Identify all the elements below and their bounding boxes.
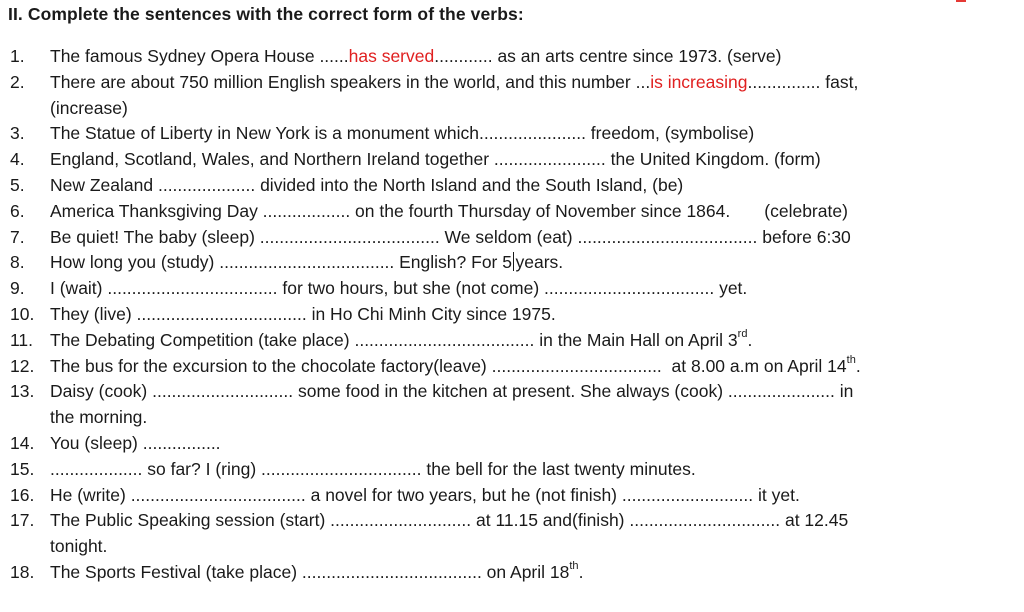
sentence: England, Scotland, Wales, and Northern Ireland together ....................... the United Kingdom. (form): [50, 149, 821, 170]
sentence: New Zealand .................... divided into the North Island and the South Island, (be): [50, 174, 684, 195]
sentence: He (write) .................................... a novel for two years, but he (not finish) ........................... it yet.: [50, 484, 800, 505]
ordinal-suffix: rd: [737, 327, 748, 340]
list-item: [0, 173, 1024, 199]
sentence: The Public Speaking session (start) ............................. at 11.15 and(finish) ............................... at 12.45: [50, 510, 849, 531]
list-item: [0, 457, 1024, 483]
list-item: [0, 431, 1024, 457]
sentence-continuation: the morning.: [50, 407, 148, 428]
sentence-continuation: tonight.: [50, 536, 108, 557]
answer-text: is increasing: [650, 71, 748, 92]
list-item: [0, 225, 1024, 251]
sentence: Daisy (cook) ............................. some food in the kitchen at present. She always (cook) ...................... in: [50, 381, 854, 402]
list-item: [0, 44, 1024, 70]
answer-text: has served: [348, 46, 435, 66]
item-number: 15.: [10, 458, 35, 479]
sentence: America Thanksgiving Day .................. on the fourth Thursday of November since 1864. (celebrate): [50, 200, 848, 221]
list-item: [0, 354, 1024, 380]
list-item: [0, 250, 1024, 276]
list-item: [0, 70, 1024, 122]
list-item: [0, 121, 1024, 147]
item-number: 17.: [10, 510, 35, 531]
list-item: [0, 379, 1024, 431]
sentence: The famous Sydney Opera House ......has served............ as an arts centre since 1973. (serve): [50, 46, 782, 66]
item-number: 10.: [10, 303, 35, 324]
item-number: 14.: [10, 432, 35, 453]
list-item: [0, 328, 1024, 354]
item-number: 3.: [10, 123, 25, 144]
sentence: ................... so far? I (ring) ................................. the bell for the last twenty minutes.: [50, 458, 696, 479]
list-item: [0, 147, 1024, 173]
item-number: 16.: [10, 484, 35, 505]
item-number: 12.: [10, 355, 35, 376]
ordinal-suffix: th: [846, 353, 856, 366]
sentence: The Debating Competition (take place) ..................................... in the Main Hall on April 3rd.: [50, 327, 753, 350]
sentence: You (sleep) ................: [50, 432, 221, 453]
sentence: They (live) ................................... in Ho Chi Minh City since 1975.: [50, 303, 556, 324]
sentence: How long you (study) .................................... English? For 5 years.: [50, 252, 564, 273]
item-number: 7.: [10, 226, 25, 247]
list-item: [0, 199, 1024, 225]
list-item: [0, 483, 1024, 509]
list-item: [0, 302, 1024, 328]
ordinal-suffix: th: [569, 560, 579, 573]
item-number: 2.: [10, 71, 25, 92]
item-number: 18.: [10, 561, 35, 582]
sentence: The Sports Festival (take place) ..................................... on April 18th.: [50, 560, 584, 582]
list-item: [0, 508, 1024, 560]
item-number: 8.: [10, 252, 25, 273]
sentence-continuation: (increase): [50, 97, 128, 118]
item-number: 9.: [10, 278, 25, 299]
sentence: I (wait) ................................... for two hours, but she (not come) ................................... yet.: [50, 278, 748, 299]
sentence: The bus for the excursion to the chocolate factory(leave) ................................... at 8.00 a.m on April 14th.: [50, 353, 861, 376]
item-number: 13.: [10, 381, 35, 402]
item-number: 4.: [10, 149, 25, 170]
sentence: The Statue of Liberty in New York is a monument which...................... freedom, (symbolise): [50, 123, 755, 144]
list-item: [0, 276, 1024, 302]
red-corner-mark: [956, 0, 966, 2]
item-number: 5.: [10, 174, 25, 195]
item-number: 6.: [10, 200, 25, 221]
sentence: Be quiet! The baby (sleep) ..................................... We seldom (eat) ..................................... before 6:30: [50, 226, 851, 247]
exercise-heading: II. Complete the sentences with the correct form of the verbs:: [8, 4, 524, 24]
list-item: [0, 560, 1024, 586]
exercise-list: [0, 44, 1024, 586]
sentence: There are about 750 million English speakers in the world, and this number ...is increasing............... fast,: [50, 71, 859, 92]
item-number: 11.: [10, 329, 34, 350]
item-number: 1.: [10, 46, 25, 66]
